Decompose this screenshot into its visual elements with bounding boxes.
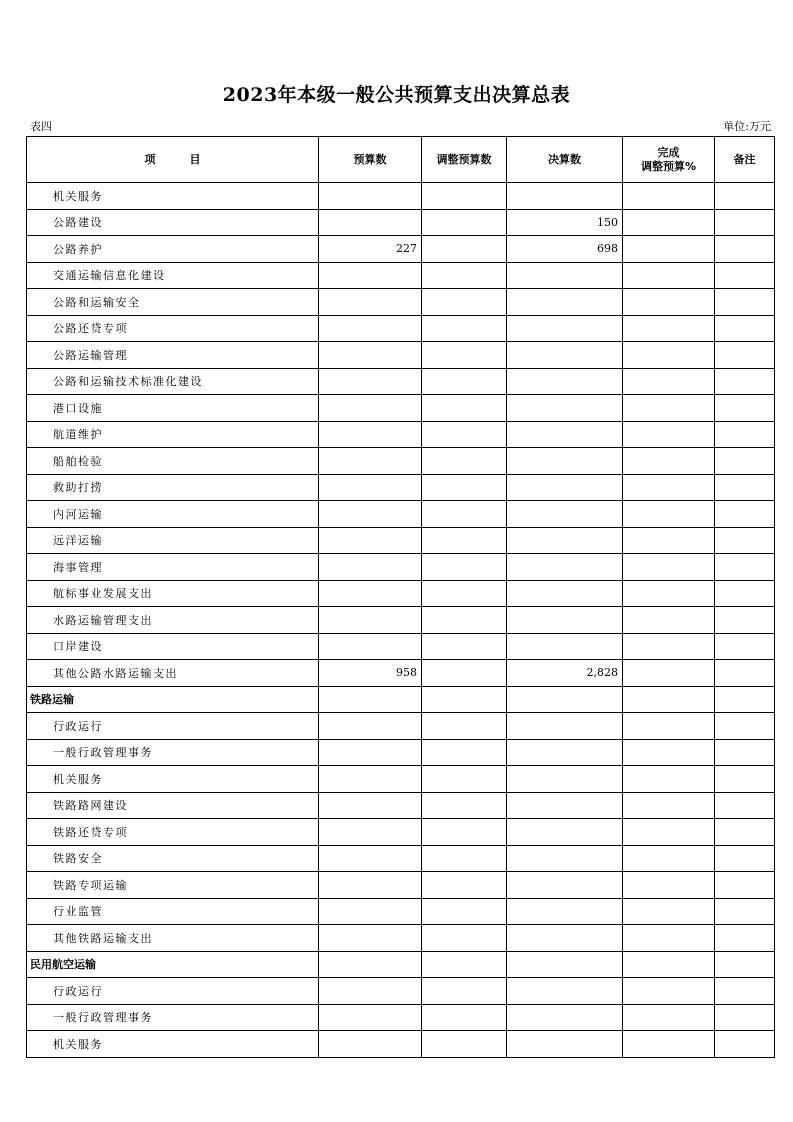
row-completion-cell <box>623 713 715 740</box>
row-adjusted-cell <box>422 713 507 740</box>
row-final-cell <box>507 951 623 978</box>
row-final-cell <box>507 183 623 210</box>
row-budget-cell <box>319 395 422 422</box>
header-remarks: 备注 <box>715 137 775 183</box>
row-remarks-cell <box>715 925 775 952</box>
row-final-cell <box>507 819 623 846</box>
table-body <box>27 183 775 1058</box>
row-final-cell <box>507 1004 623 1031</box>
row-remarks-cell <box>715 872 775 899</box>
row-completion-cell <box>623 448 715 475</box>
row-budget-cell <box>319 766 422 793</box>
row-name-cell: 民用航空运输 <box>27 951 319 978</box>
row-completion-cell <box>623 209 715 236</box>
table-row <box>27 898 775 925</box>
table-row <box>27 183 775 210</box>
row-remarks-cell <box>715 501 775 528</box>
table-row <box>27 713 775 740</box>
header-final-accounts: 决算数 <box>507 137 623 183</box>
row-completion-cell <box>623 792 715 819</box>
row-remarks-cell <box>715 713 775 740</box>
row-completion-cell <box>623 686 715 713</box>
table-row <box>27 925 775 952</box>
table-row <box>27 501 775 528</box>
row-remarks-cell <box>715 739 775 766</box>
expenditure-table <box>26 136 775 1058</box>
row-budget-cell <box>319 474 422 501</box>
row-name-cell: 公路和运输技术标准化建设 <box>27 368 319 395</box>
row-final-cell <box>507 580 623 607</box>
table-row <box>27 580 775 607</box>
table-row <box>27 236 775 263</box>
row-budget-cell <box>319 368 422 395</box>
table-row <box>27 845 775 872</box>
row-budget-cell <box>319 925 422 952</box>
header-adjusted-budget: 调整预算数 <box>422 137 507 183</box>
row-adjusted-cell <box>422 474 507 501</box>
row-final-cell <box>507 395 623 422</box>
row-adjusted-cell <box>422 792 507 819</box>
table-row <box>27 739 775 766</box>
row-budget-cell: 227 <box>319 236 422 263</box>
header-row <box>27 137 775 183</box>
row-completion-cell <box>623 660 715 687</box>
row-completion-cell <box>623 262 715 289</box>
row-final-cell <box>507 474 623 501</box>
table-row <box>27 448 775 475</box>
row-final-cell: 2,828 <box>507 660 623 687</box>
row-budget-cell <box>319 342 422 369</box>
row-budget-cell <box>319 527 422 554</box>
row-name-cell: 铁路专项运输 <box>27 872 319 899</box>
row-remarks-cell <box>715 686 775 713</box>
row-remarks-cell <box>715 209 775 236</box>
row-name-cell: 铁路安全 <box>27 845 319 872</box>
row-adjusted-cell <box>422 368 507 395</box>
header-item-a: 项 <box>144 152 156 166</box>
row-final-cell <box>507 342 623 369</box>
table-row <box>27 209 775 236</box>
row-completion-cell <box>623 766 715 793</box>
row-budget-cell: 958 <box>319 660 422 687</box>
row-adjusted-cell <box>422 951 507 978</box>
row-budget-cell <box>319 421 422 448</box>
row-budget-cell <box>319 951 422 978</box>
row-adjusted-cell <box>422 898 507 925</box>
row-name-cell: 内河运输 <box>27 501 319 528</box>
table-row <box>27 792 775 819</box>
row-completion-cell <box>623 845 715 872</box>
row-completion-cell <box>623 289 715 316</box>
row-budget-cell <box>319 607 422 634</box>
row-budget-cell <box>319 898 422 925</box>
row-final-cell <box>507 607 623 634</box>
row-adjusted-cell <box>422 236 507 263</box>
row-completion-cell <box>623 607 715 634</box>
header-completion-line1: 完成 <box>657 145 680 159</box>
row-completion-cell <box>623 978 715 1005</box>
row-name-cell: 公路运输管理 <box>27 342 319 369</box>
row-remarks-cell <box>715 448 775 475</box>
row-name-cell: 公路建设 <box>27 209 319 236</box>
row-final-cell <box>507 713 623 740</box>
row-adjusted-cell <box>422 766 507 793</box>
row-remarks-cell <box>715 766 775 793</box>
row-completion-cell <box>623 898 715 925</box>
row-remarks-cell <box>715 845 775 872</box>
document-title: 2023年本级一般公共预算支出决算总表 <box>222 84 571 106</box>
row-completion-cell <box>623 315 715 342</box>
row-remarks-cell <box>715 792 775 819</box>
row-adjusted-cell <box>422 686 507 713</box>
table-row <box>27 633 775 660</box>
row-name-cell: 公路和运输安全 <box>27 289 319 316</box>
row-final-cell <box>507 501 623 528</box>
row-adjusted-cell <box>422 209 507 236</box>
row-completion-cell <box>623 580 715 607</box>
row-remarks-cell <box>715 395 775 422</box>
row-name-cell: 水路运输管理支出 <box>27 607 319 634</box>
header-completion <box>623 137 715 183</box>
row-adjusted-cell <box>422 289 507 316</box>
row-adjusted-cell <box>422 633 507 660</box>
row-completion-cell <box>623 554 715 581</box>
row-adjusted-cell <box>422 739 507 766</box>
row-final-cell <box>507 633 623 660</box>
row-final-cell <box>507 978 623 1005</box>
table-row <box>27 978 775 1005</box>
row-remarks-cell <box>715 633 775 660</box>
row-completion-cell <box>623 501 715 528</box>
row-remarks-cell <box>715 978 775 1005</box>
row-budget-cell <box>319 1031 422 1058</box>
row-adjusted-cell <box>422 1004 507 1031</box>
row-adjusted-cell <box>422 978 507 1005</box>
table-row <box>27 872 775 899</box>
row-budget-cell <box>319 183 422 210</box>
row-completion-cell <box>623 739 715 766</box>
row-name-cell: 行政运行 <box>27 978 319 1005</box>
row-budget-cell <box>319 448 422 475</box>
header-completion-line2: 调整预算% <box>640 159 697 173</box>
row-remarks-cell <box>715 183 775 210</box>
row-name-cell: 其他公路水路运输支出 <box>27 660 319 687</box>
row-completion-cell <box>623 183 715 210</box>
row-name-cell: 机关服务 <box>27 1031 319 1058</box>
row-adjusted-cell <box>422 262 507 289</box>
row-final-cell <box>507 368 623 395</box>
row-budget-cell <box>319 686 422 713</box>
row-remarks-cell <box>715 1004 775 1031</box>
row-adjusted-cell <box>422 660 507 687</box>
row-name-cell: 机关服务 <box>27 766 319 793</box>
row-completion-cell <box>623 421 715 448</box>
row-name-cell: 其他铁路运输支出 <box>27 925 319 952</box>
row-final-cell <box>507 792 623 819</box>
row-budget-cell <box>319 845 422 872</box>
category-row <box>27 686 775 713</box>
table-row <box>27 1031 775 1058</box>
row-final-cell <box>507 739 623 766</box>
row-adjusted-cell <box>422 872 507 899</box>
row-name-cell: 机关服务 <box>27 183 319 210</box>
table-row <box>27 289 775 316</box>
row-adjusted-cell <box>422 845 507 872</box>
row-remarks-cell <box>715 660 775 687</box>
row-budget-cell <box>319 315 422 342</box>
row-final-cell <box>507 845 623 872</box>
row-adjusted-cell <box>422 925 507 952</box>
row-budget-cell <box>319 1004 422 1031</box>
row-adjusted-cell <box>422 183 507 210</box>
table-row <box>27 660 775 687</box>
row-adjusted-cell <box>422 315 507 342</box>
row-name-cell: 船舶检验 <box>27 448 319 475</box>
row-completion-cell <box>623 1004 715 1031</box>
row-completion-cell <box>623 474 715 501</box>
table-number: 表四 <box>30 120 52 133</box>
row-remarks-cell <box>715 527 775 554</box>
header-item-b: 目 <box>189 152 201 166</box>
table-row <box>27 554 775 581</box>
row-adjusted-cell <box>422 448 507 475</box>
row-name-cell: 救助打捞 <box>27 474 319 501</box>
row-name-cell: 港口设施 <box>27 395 319 422</box>
row-name-cell: 航道维护 <box>27 421 319 448</box>
row-remarks-cell <box>715 580 775 607</box>
row-final-cell <box>507 315 623 342</box>
row-completion-cell <box>623 872 715 899</box>
row-name-cell: 海事管理 <box>27 554 319 581</box>
row-adjusted-cell <box>422 580 507 607</box>
table-row <box>27 262 775 289</box>
row-name-cell: 行业监管 <box>27 898 319 925</box>
row-budget-cell <box>319 580 422 607</box>
row-final-cell: 698 <box>507 236 623 263</box>
row-final-cell <box>507 925 623 952</box>
row-final-cell <box>507 766 623 793</box>
row-completion-cell <box>623 395 715 422</box>
row-budget-cell <box>319 262 422 289</box>
row-final-cell <box>507 289 623 316</box>
row-remarks-cell <box>715 262 775 289</box>
row-final-cell <box>507 262 623 289</box>
table-row <box>27 421 775 448</box>
row-name-cell: 远洋运输 <box>27 527 319 554</box>
table-row <box>27 474 775 501</box>
unit-label: 单位:万元 <box>723 120 771 133</box>
row-remarks-cell <box>715 315 775 342</box>
row-name-cell: 铁路还贷专项 <box>27 819 319 846</box>
row-budget-cell <box>319 289 422 316</box>
row-name-cell: 铁路路网建设 <box>27 792 319 819</box>
row-final-cell: 150 <box>507 209 623 236</box>
row-completion-cell <box>623 527 715 554</box>
row-completion-cell <box>623 236 715 263</box>
row-remarks-cell <box>715 236 775 263</box>
row-remarks-cell <box>715 819 775 846</box>
row-adjusted-cell <box>422 421 507 448</box>
row-adjusted-cell <box>422 554 507 581</box>
row-completion-cell <box>623 342 715 369</box>
row-budget-cell <box>319 872 422 899</box>
row-name-cell: 一般行政管理事务 <box>27 739 319 766</box>
row-name-cell: 口岸建设 <box>27 633 319 660</box>
row-remarks-cell <box>715 289 775 316</box>
row-remarks-cell <box>715 607 775 634</box>
row-budget-cell <box>319 739 422 766</box>
row-budget-cell <box>319 633 422 660</box>
row-remarks-cell <box>715 342 775 369</box>
row-remarks-cell <box>715 1031 775 1058</box>
row-remarks-cell <box>715 474 775 501</box>
table-row <box>27 395 775 422</box>
row-remarks-cell <box>715 898 775 925</box>
row-final-cell <box>507 872 623 899</box>
row-remarks-cell <box>715 554 775 581</box>
header-item <box>27 137 319 183</box>
row-adjusted-cell <box>422 395 507 422</box>
table-row <box>27 607 775 634</box>
table-row <box>27 1004 775 1031</box>
row-name-cell: 行政运行 <box>27 713 319 740</box>
row-name-cell: 交通运输信息化建设 <box>27 262 319 289</box>
row-final-cell <box>507 448 623 475</box>
row-final-cell <box>507 554 623 581</box>
row-budget-cell <box>319 792 422 819</box>
row-completion-cell <box>623 633 715 660</box>
row-budget-cell <box>319 713 422 740</box>
row-name-cell: 铁路运输 <box>27 686 319 713</box>
row-adjusted-cell <box>422 819 507 846</box>
row-adjusted-cell <box>422 527 507 554</box>
row-completion-cell <box>623 1031 715 1058</box>
row-completion-cell <box>623 925 715 952</box>
row-remarks-cell <box>715 368 775 395</box>
row-completion-cell <box>623 951 715 978</box>
table-row <box>27 527 775 554</box>
row-name-cell: 公路还贷专项 <box>27 315 319 342</box>
row-adjusted-cell <box>422 1031 507 1058</box>
header-budget: 预算数 <box>319 137 422 183</box>
row-adjusted-cell <box>422 342 507 369</box>
row-name-cell: 公路养护 <box>27 236 319 263</box>
row-budget-cell <box>319 978 422 1005</box>
table-row <box>27 819 775 846</box>
row-final-cell <box>507 1031 623 1058</box>
row-budget-cell <box>319 554 422 581</box>
row-budget-cell <box>319 819 422 846</box>
row-remarks-cell <box>715 951 775 978</box>
row-final-cell <box>507 527 623 554</box>
category-row <box>27 951 775 978</box>
table-row <box>27 315 775 342</box>
row-budget-cell <box>319 501 422 528</box>
row-budget-cell <box>319 209 422 236</box>
row-adjusted-cell <box>422 501 507 528</box>
row-adjusted-cell <box>422 607 507 634</box>
table-row <box>27 342 775 369</box>
table-row <box>27 368 775 395</box>
row-final-cell <box>507 421 623 448</box>
row-completion-cell <box>623 819 715 846</box>
row-final-cell <box>507 898 623 925</box>
row-final-cell <box>507 686 623 713</box>
row-name-cell: 一般行政管理事务 <box>27 1004 319 1031</box>
row-completion-cell <box>623 368 715 395</box>
row-remarks-cell <box>715 421 775 448</box>
row-name-cell: 航标事业发展支出 <box>27 580 319 607</box>
table-row <box>27 766 775 793</box>
